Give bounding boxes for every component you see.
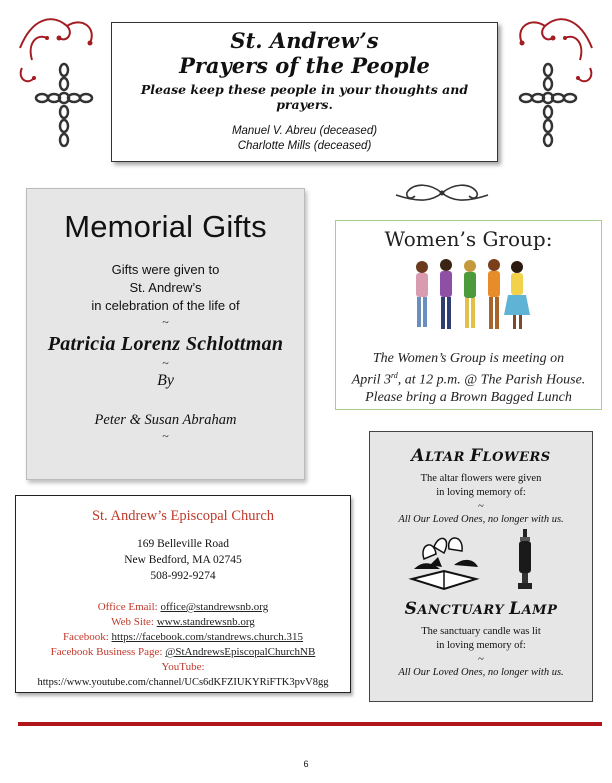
altar-line2: in loving memory of: (436, 487, 526, 498)
memorial-gifts-box (26, 188, 305, 480)
altar-text (370, 472, 592, 514)
page-number: 6 (303, 759, 309, 769)
womens-group-box (335, 220, 602, 410)
lamp-line1: The sanctuary candle was lit (421, 626, 541, 637)
memorial-text (27, 261, 304, 315)
email-link[interactable]: office@standrewsnb.org (160, 601, 269, 613)
youtube-label: YouTube: (161, 661, 205, 673)
altar-memory: All Our Loved Ones, no longer with us. (398, 514, 564, 525)
women-line3: Please bring a Brown Bagged Lunch (365, 389, 572, 405)
website-row (16, 615, 350, 630)
facebook-row (16, 630, 350, 645)
lily-bible-icon (404, 529, 484, 593)
memorial-by: By (157, 372, 174, 389)
lamp-memory: All Our Loved Ones, no longer with us. (398, 667, 564, 678)
lamp-text (370, 625, 592, 667)
church-city: New Bedford, MA 02745 (124, 554, 242, 566)
church-address (16, 536, 350, 584)
tilde-separator: ~ (162, 429, 169, 443)
website-link[interactable]: www.standrewsnb.org (156, 616, 255, 628)
church-links (16, 600, 350, 690)
women-line1: The Women’s Group is meeting on (372, 351, 565, 366)
ornament-cross-left (12, 8, 108, 158)
altar-flowers-box (369, 431, 593, 702)
tilde-separator: ~ (478, 501, 484, 512)
prayers-names (112, 124, 497, 154)
sanctuary-lamp-icon (516, 529, 534, 593)
women-date-suffix: rd (390, 371, 398, 380)
sanctuary-lamp-heading: SANCTUARY LAMP (404, 599, 558, 619)
church-phone: 508-992-9274 (150, 570, 216, 582)
facebook-business-row (16, 645, 350, 660)
prayer-name: Charlotte Mills (deceased) (237, 140, 372, 152)
women-date: April 3 (351, 372, 391, 388)
facebook-link[interactable]: https://facebook.com/standrews.church.315 (111, 631, 304, 643)
altar-line1: The altar flowers were given (420, 473, 542, 484)
altar-flowers-heading: ALTAR FLOWERS (411, 446, 551, 466)
facebook-business-label: Facebook Business Page: (50, 646, 166, 658)
facebook-label: Facebook: (62, 631, 112, 643)
email-label: Office Email: (97, 601, 161, 613)
church-name: St. Andrew’s Episcopal Church (91, 508, 275, 524)
prayers-title-line1: St. Andrew’s (230, 28, 379, 53)
women-line2 (336, 367, 601, 389)
facebook-business-link[interactable]: @StAndrewsEpiscopalChurchNB (165, 646, 316, 658)
tilde-separator: ~ (162, 315, 169, 329)
women-group-illustration-icon (404, 255, 534, 335)
memorial-heading: Memorial Gifts (64, 209, 267, 244)
altar-illustrations (370, 529, 592, 595)
memorial-line3: in celebration of the life of (91, 298, 240, 313)
memorial-line2: St. Andrew’s (129, 280, 202, 295)
footer-rule (18, 722, 602, 726)
prayer-name: Manuel V. Abreu (deceased) (231, 125, 378, 137)
church-info-box (15, 495, 351, 693)
memorial-donors: Peter & Susan Abraham (94, 412, 237, 428)
women-time-place: , at 12 p.m. @ The Parish House. (397, 372, 586, 388)
youtube-link[interactable]: https://www.youtube.com/channel/UCs6dKFZIUKYRiFTK3pvV8gg (37, 677, 329, 688)
website-label: Web Site: (111, 616, 157, 628)
prayers-subtitle: Please keep these people in your thoughts and prayers. (140, 82, 469, 112)
prayers-box (111, 22, 498, 162)
ornament-cross-right (504, 8, 600, 158)
swirl-divider-icon (390, 181, 494, 205)
tilde-separator: ~ (478, 654, 484, 665)
lamp-line2: in loving memory of: (436, 640, 526, 651)
womens-group-text (336, 350, 601, 406)
email-row (16, 600, 350, 615)
memorial-line1: Gifts were given to (111, 262, 220, 277)
prayers-title-line2: Prayers of the People (179, 53, 430, 78)
tilde-separator: ~ (162, 356, 169, 370)
womens-group-title: Women’s Group: (384, 227, 553, 251)
memorial-honoree: Patricia Lorenz Schlottman (47, 333, 284, 355)
church-street: 169 Belleville Road (137, 538, 229, 550)
